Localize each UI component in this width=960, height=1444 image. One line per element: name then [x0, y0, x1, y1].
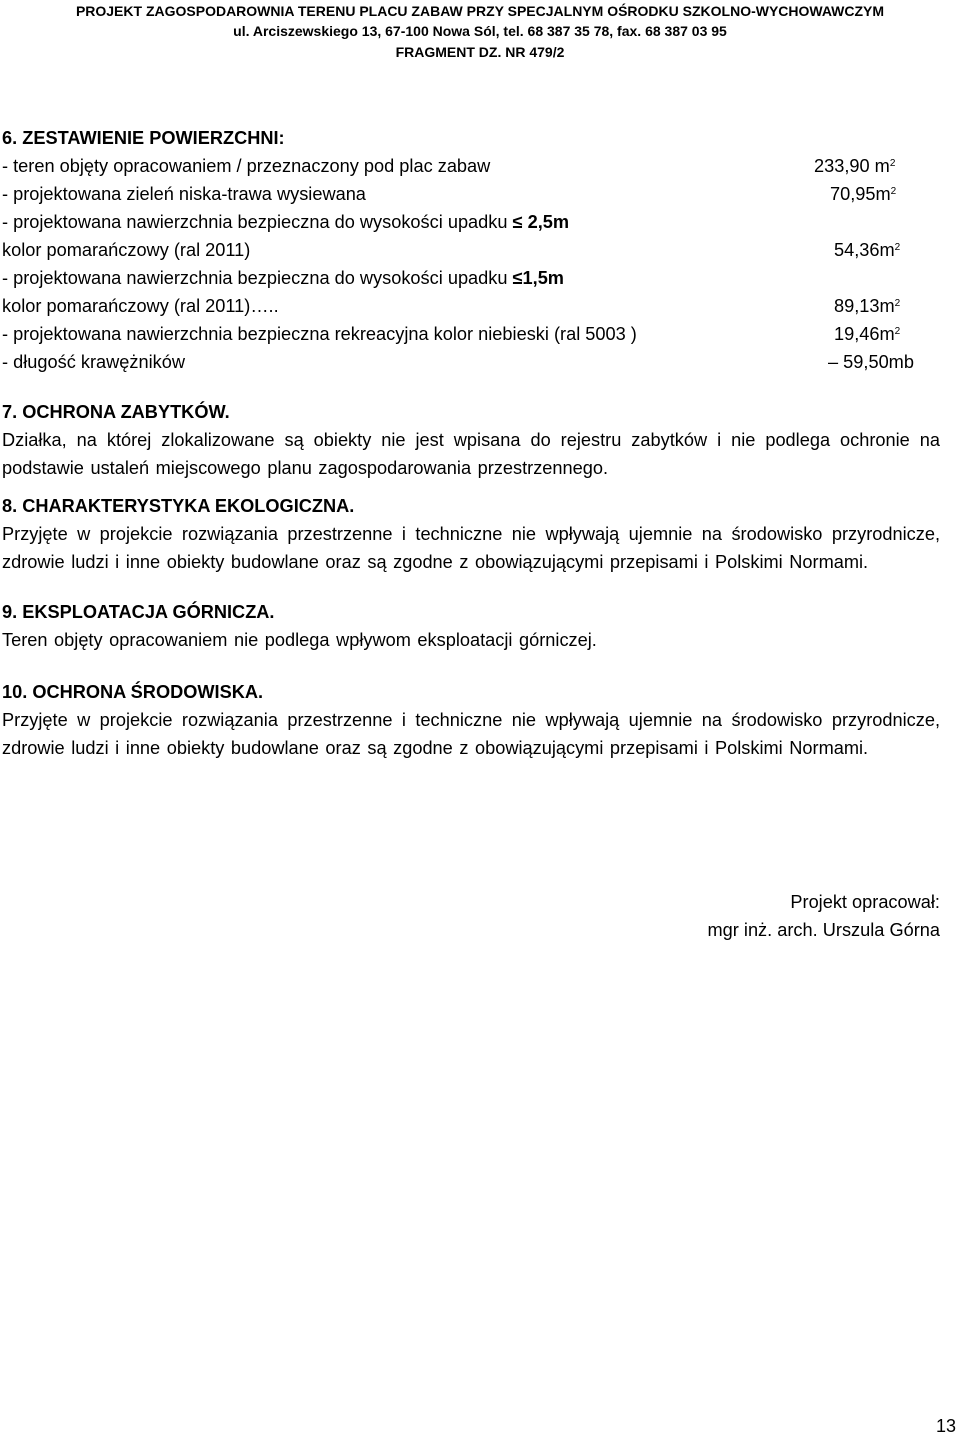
area-row: [2, 236, 940, 264]
area-row-value: $54,36m^2$: [834, 240, 901, 260]
header-plot-number: FRAGMENT DZ. NR 479/2: [395, 44, 565, 60]
area-row-label: - teren objęty opracowaniem / przeznaczony pod plac zabaw: [2, 156, 491, 176]
section-10-text: Przyjęte w projekcie rozwiązania przestrzenne i techniczne nie wpływają ujemnie na środowisko przyrodnicze, zdrowie ludzi i inne obiekty budowlane oraz są zgodne z obowiązującymi przepisami i Polskimi Normami.: [2, 710, 940, 758]
section-7-title: 7. OCHRONA ZABYTKÓW.: [2, 402, 230, 422]
section-6-title: 6. ZESTAWIENIE POWIERZCHNI:: [2, 128, 285, 148]
section-10-title: 10. OCHRONA ŚRODOWISKA.: [2, 682, 264, 702]
area-row: [2, 348, 940, 376]
area-row: [2, 180, 940, 208]
area-row: [2, 152, 940, 180]
area-row: [2, 292, 940, 320]
section-9-text: Teren objęty opracowaniem nie podlega wpływom eksploatacji górniczej.: [2, 630, 597, 650]
area-row-value: $70,95m^2$: [830, 184, 897, 204]
area-row-label: - projektowana nawierzchnia bezpieczna do wysokości upadku ≤1,5m: [2, 268, 564, 288]
document-body: [2, 124, 940, 762]
area-row: [2, 320, 940, 348]
area-row-label: kolor pomarańczowy (ral 2011): [2, 240, 251, 260]
area-row-label: kolor pomarańczowy (ral 2011)…..: [2, 296, 279, 316]
area-row-value: 233,90 $m^2$: [814, 156, 896, 176]
area-row-value: $89,13m^2$: [834, 296, 901, 316]
section-8-title: 8. CHARAKTERYSTYKA EKOLOGICZNA.: [2, 496, 355, 516]
section-8-text: Przyjęte w projekcie rozwiązania przestrzenne i techniczne nie wpływają ujemnie na środowisko przyrodnicze, zdrowie ludzi i inne obiekty budowlane oraz są zgodne z obowiązującymi przepisami i Polskimi Normami.: [2, 524, 940, 572]
signature-label: Projekt opracował:: [790, 892, 940, 912]
area-row-value: – 59,50mb: [828, 352, 914, 372]
area-row: [2, 208, 940, 236]
area-row-label: - projektowana nawierzchnia bezpieczna rekreacyjna kolor niebieski (ral 5003 ): [2, 324, 637, 344]
page-number: 13: [935, 1416, 956, 1436]
header-project-title: PROJEKT ZAGOSPODAROWNIA TERENU PLACU ZABAW PRZY SPECJALNYM OŚRODKU SZKOLNO-WYCHOWAWCZYM: [75, 3, 885, 19]
area-row: [2, 264, 940, 292]
header-address: ul. Arciszewskiego 13, 67-100 Nowa Sól, tel. 68 387 35 78, fax. 68 387 03 95: [233, 23, 727, 39]
signature-block: [708, 888, 940, 944]
section-9-title: 9. EKSPLOATACJA GÓRNICZA.: [2, 602, 275, 622]
area-row-label: - projektowana nawierzchnia bezpieczna do wysokości upadku ≤ 2,5m: [2, 212, 570, 232]
area-row-value: $19,46m^2$: [834, 324, 901, 344]
area-row-label: - długość krawężników: [2, 352, 185, 372]
signature-author: mgr inż. arch. Urszula Górna: [707, 920, 940, 940]
section-7-text: Działka, na której zlokalizowane są obiekty nie jest wpisana do rejestru zabytków i nie podlega ochronie na podstawie ustaleń miejscowego planu zagospodarowania przestrzennego.: [2, 430, 940, 478]
area-row-label: - projektowana zieleń niska-trawa wysiewana: [2, 184, 366, 204]
